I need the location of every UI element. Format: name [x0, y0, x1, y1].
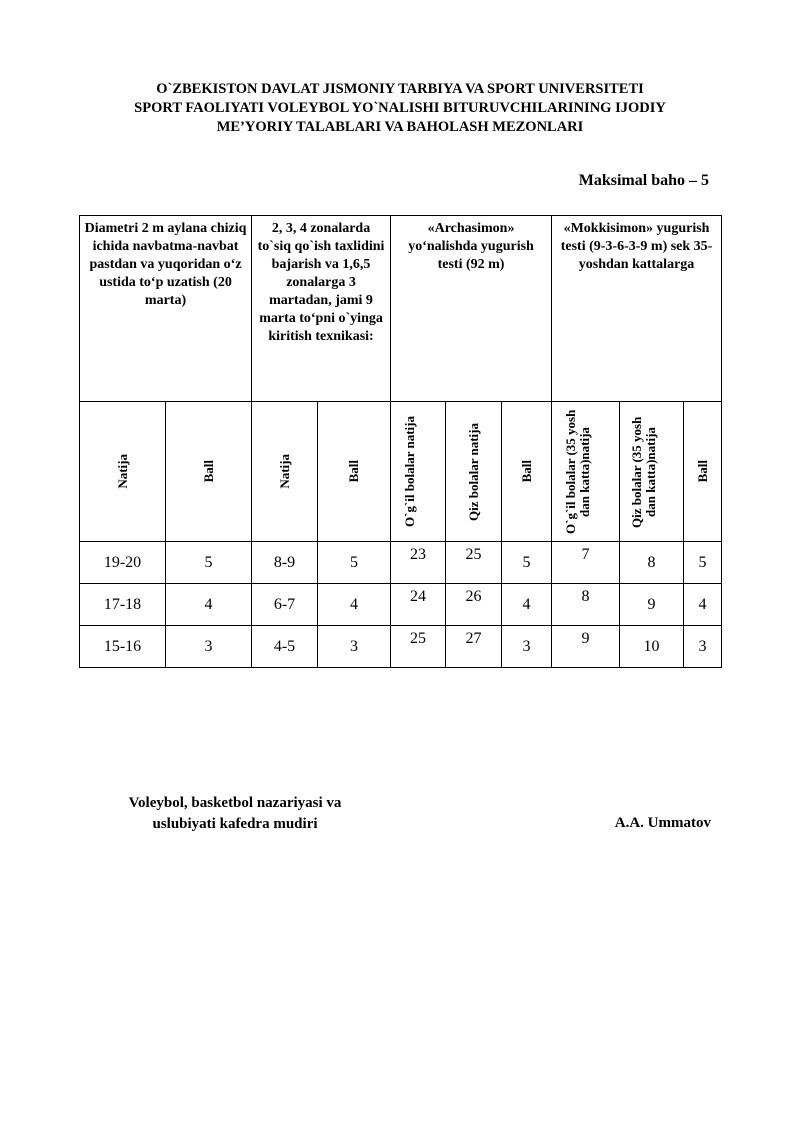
- table-cell: 4: [318, 584, 391, 626]
- table-cell: 23: [391, 542, 446, 584]
- table-cell: 8-9: [252, 542, 318, 584]
- subheader-cell: Ball: [684, 402, 722, 542]
- group-header-row: [80, 216, 722, 402]
- table-cell: 10: [620, 626, 684, 668]
- group-header-3: «Archasimon» yo‘nalishda yugurish testi (92 m): [391, 216, 552, 402]
- table-cell: 5: [684, 542, 722, 584]
- table-row: [80, 584, 722, 626]
- table-cell: 9: [620, 584, 684, 626]
- subheader-row: [80, 402, 722, 542]
- group-header-2: 2, 3, 4 zonalarda to`siq qo`ish taxlidini bajarish va 1,6,5 zonalarga 3 martadan, jami 9 marta to‘pni o`yinga kiritish texnikasi:: [252, 216, 391, 402]
- table-cell: 7: [552, 542, 620, 584]
- table-cell: 26: [446, 584, 502, 626]
- table-cell: 8: [620, 542, 684, 584]
- table-cell: 3: [166, 626, 252, 668]
- subheader-cell: Qiz bolalar natija: [446, 402, 502, 542]
- subheader-cell: O`g`il bolalar natija: [391, 402, 446, 542]
- table-cell: 3: [502, 626, 552, 668]
- table-cell: 25: [391, 626, 446, 668]
- header-line-3: ME’YORIY TALABLARI VA BAHOLASH MEZONLARI: [216, 119, 584, 135]
- table-cell: 4: [684, 584, 722, 626]
- table-row: [80, 626, 722, 668]
- max-score: Maksimal baho – 5: [578, 172, 709, 189]
- table-cell: 17-18: [80, 584, 166, 626]
- table-cell: 8: [552, 584, 620, 626]
- group-header-4: «Mokkisimon» yugurish testi (9-3-6-3-9 m) sek 35-yoshdan kattalarga: [552, 216, 722, 402]
- department-head-title: [100, 793, 370, 835]
- table-cell: 4: [166, 584, 252, 626]
- table-cell: 3: [318, 626, 391, 668]
- subheader-cell: Qiz bolalar (35 yosh dan katta)natija: [620, 402, 684, 542]
- table-cell: 6-7: [252, 584, 318, 626]
- table-cell: 27: [446, 626, 502, 668]
- footer-line-1: Voleybol, basketbol nazariyasi va: [128, 795, 342, 811]
- table-cell: 5: [318, 542, 391, 584]
- table-cell: 24: [391, 584, 446, 626]
- table-row: [80, 542, 722, 584]
- criteria-table: [79, 215, 722, 668]
- table-cell: 25: [446, 542, 502, 584]
- table-cell: 5: [502, 542, 552, 584]
- table-cell: 9: [552, 626, 620, 668]
- subheader-cell: Natija: [252, 402, 318, 542]
- header-line-2: SPORT FAOLIYATI VOLEYBOL YO`NALISHI BITURUVCHILARINING IJODIY: [134, 100, 666, 116]
- subheader-cell: O`g`il bolalar (35 yosh dan katta)natija: [552, 402, 620, 542]
- footer-line-2: uslubiyati kafedra mudiri: [152, 816, 318, 832]
- subheader-cell: Ball: [318, 402, 391, 542]
- signatory-name: A.A. Ummatov: [614, 815, 711, 831]
- header-line-1: O`ZBEKISTON DAVLAT JISMONIY TARBIYA VA SPORT UNIVERSITETI: [156, 81, 644, 97]
- group-header-1: Diametri 2 m aylana chiziq ichida navbatma-navbat pastdan va yuqoridan o‘z ustida to‘p uzatish (20 marta): [80, 216, 252, 402]
- subheader-cell: Ball: [502, 402, 552, 542]
- table-cell: 4-5: [252, 626, 318, 668]
- document-header: [0, 80, 800, 137]
- table-cell: 5: [166, 542, 252, 584]
- subheader-cell: Ball: [166, 402, 252, 542]
- table-cell: 4: [502, 584, 552, 626]
- table-cell: 15-16: [80, 626, 166, 668]
- table-cell: 19-20: [80, 542, 166, 584]
- table-cell: 3: [684, 626, 722, 668]
- subheader-cell: Natija: [80, 402, 166, 542]
